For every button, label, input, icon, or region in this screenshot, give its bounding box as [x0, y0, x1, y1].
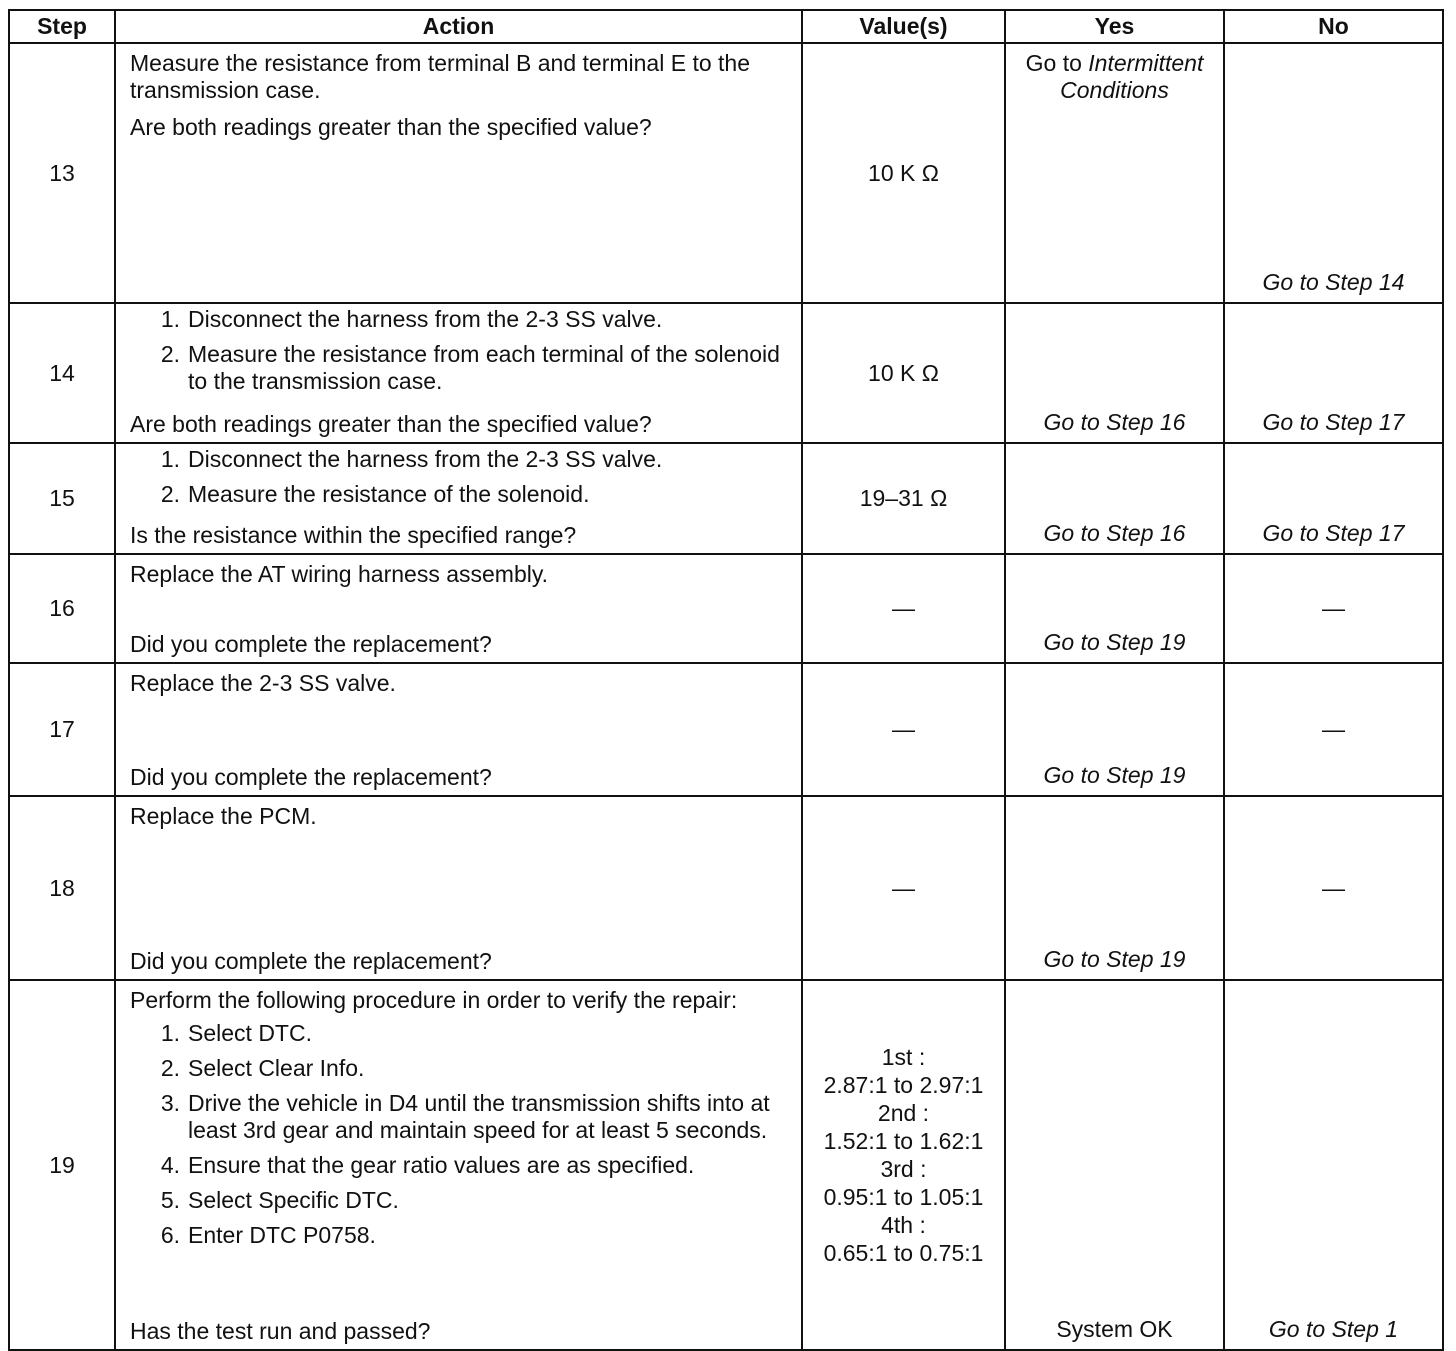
yes-cell — [1005, 43, 1224, 303]
action-cell — [115, 663, 802, 796]
diagnostic-table — [8, 9, 1444, 1351]
step-number: 14 — [9, 303, 115, 443]
action-question: Did you complete the replacement? — [130, 764, 492, 790]
action-cell — [115, 554, 802, 663]
gear-label: 3rd : — [880, 1156, 927, 1182]
yes-intermittent-link[interactable]: Intermittent Conditions — [1060, 50, 1204, 103]
action-text: Replace the AT wiring harness assembly. — [130, 561, 549, 587]
step-number: 13 — [9, 43, 115, 303]
gear-ratio-range: 1.52:1 to 1.62:1 — [823, 1128, 984, 1154]
action-question: Did you complete the replacement? — [130, 948, 492, 974]
yes-link[interactable]: Go to Step 19 — [1043, 762, 1186, 788]
gear-ratio-range: 0.95:1 to 1.05:1 — [823, 1184, 984, 1210]
list-item: 3. Drive the vehicle in D4 until the transmission shifts into at least 3rd gear and maintain speed for at least 5 seconds. — [160, 1090, 770, 1143]
yes-prefix: Go to — [1025, 50, 1089, 76]
action-cell — [115, 443, 802, 554]
action-question: Are both readings greater than the specified value? — [130, 411, 652, 437]
no-link[interactable]: Go to Step 17 — [1262, 520, 1405, 546]
no-cell — [1224, 43, 1443, 303]
yes-link[interactable]: Go to Step 19 — [1043, 629, 1186, 655]
action-question: Is the resistance within the specified range? — [130, 522, 577, 548]
step-number: 16 — [9, 554, 115, 663]
yes-link[interactable]: Go to Step 19 — [1043, 946, 1186, 972]
action-list — [130, 1020, 793, 1249]
yes-cell — [1005, 554, 1224, 663]
yes-link[interactable]: Go to Step 16 — [1043, 409, 1186, 435]
gear-ratio-list — [803, 1043, 1004, 1267]
list-item: 1. Select DTC. — [160, 1020, 312, 1046]
action-cell — [115, 796, 802, 980]
value-cell: — — [802, 663, 1005, 796]
action-text: Replace the PCM. — [130, 803, 317, 829]
table-row-step-18 — [9, 796, 1443, 980]
gear-ratio-range: 0.65:1 to 0.75:1 — [823, 1240, 984, 1266]
table-row-step-19 — [9, 980, 1443, 1350]
gear-label: 2nd : — [877, 1100, 930, 1126]
gear-ratio-range: 2.87:1 to 2.97:1 — [823, 1072, 984, 1098]
yes-link[interactable] — [1006, 44, 1223, 104]
header-no: No — [1224, 10, 1443, 43]
value-cell — [802, 980, 1005, 1350]
header-values: Value(s) — [802, 10, 1005, 43]
header-step: Step — [9, 10, 115, 43]
table-row-step-13 — [9, 43, 1443, 303]
action-list — [130, 306, 793, 395]
no-link[interactable]: Go to Step 1 — [1268, 1316, 1399, 1342]
step-number: 17 — [9, 663, 115, 796]
list-item: 2. Measure the resistance from each terminal of the solenoid to the transmission case. — [160, 341, 780, 394]
action-cell — [115, 980, 802, 1350]
no-cell — [1224, 443, 1443, 554]
no-link[interactable]: Go to Step 17 — [1262, 409, 1405, 435]
header-yes: Yes — [1005, 10, 1224, 43]
action-list — [130, 446, 793, 508]
list-item: 6. Enter DTC P0758. — [160, 1222, 376, 1248]
table-row-step-17 — [9, 663, 1443, 796]
yes-cell — [1005, 663, 1224, 796]
list-item: 5. Select Specific DTC. — [160, 1187, 399, 1213]
list-item: 1. Disconnect the harness from the 2-3 SS valve. — [160, 306, 663, 332]
no-cell: — — [1224, 554, 1443, 663]
action-text: Measure the resistance from terminal B and terminal E to the transmission case. — [130, 50, 751, 103]
step-number: 18 — [9, 796, 115, 980]
yes-cell — [1005, 303, 1224, 443]
no-cell: — — [1224, 796, 1443, 980]
yes-cell — [1005, 980, 1224, 1350]
list-item: 4. Ensure that the gear ratio values are as specified. — [160, 1152, 695, 1178]
list-item: 1. Disconnect the harness from the 2-3 SS valve. — [160, 446, 663, 472]
list-item: 2. Select Clear Info. — [160, 1055, 365, 1081]
value-cell: — — [802, 554, 1005, 663]
table-row-step-15 — [9, 443, 1443, 554]
action-question: Did you complete the replacement? — [130, 631, 492, 657]
action-cell — [115, 303, 802, 443]
no-cell — [1224, 980, 1443, 1350]
value-cell: 10 K Ω — [802, 43, 1005, 303]
value-cell: — — [802, 796, 1005, 980]
no-link[interactable]: Go to Step 14 — [1262, 269, 1405, 295]
gear-label: 4th : — [881, 1212, 926, 1238]
yes-cell — [1005, 796, 1224, 980]
yes-result: System OK — [1056, 1316, 1173, 1342]
action-question: Are both readings greater than the specified value? — [130, 114, 652, 140]
table-row-step-14 — [9, 303, 1443, 443]
action-text: Replace the 2-3 SS valve. — [130, 670, 396, 696]
step-number: 19 — [9, 980, 115, 1350]
no-cell: — — [1224, 663, 1443, 796]
step-number: 15 — [9, 443, 115, 554]
gear-label: 1st : — [881, 1044, 926, 1070]
yes-cell — [1005, 443, 1224, 554]
table-row-step-16 — [9, 554, 1443, 663]
yes-link[interactable]: Go to Step 16 — [1043, 520, 1186, 546]
value-cell: 10 K Ω — [802, 303, 1005, 443]
header-row — [9, 10, 1443, 43]
no-cell — [1224, 303, 1443, 443]
action-intro: Perform the following procedure in order to verify the repair: — [130, 987, 738, 1013]
action-question: Has the test run and passed? — [130, 1318, 431, 1344]
action-cell — [115, 43, 802, 303]
value-cell: 19–31 Ω — [802, 443, 1005, 554]
header-action: Action — [115, 10, 802, 43]
list-item: 2. Measure the resistance of the solenoid. — [160, 481, 590, 507]
